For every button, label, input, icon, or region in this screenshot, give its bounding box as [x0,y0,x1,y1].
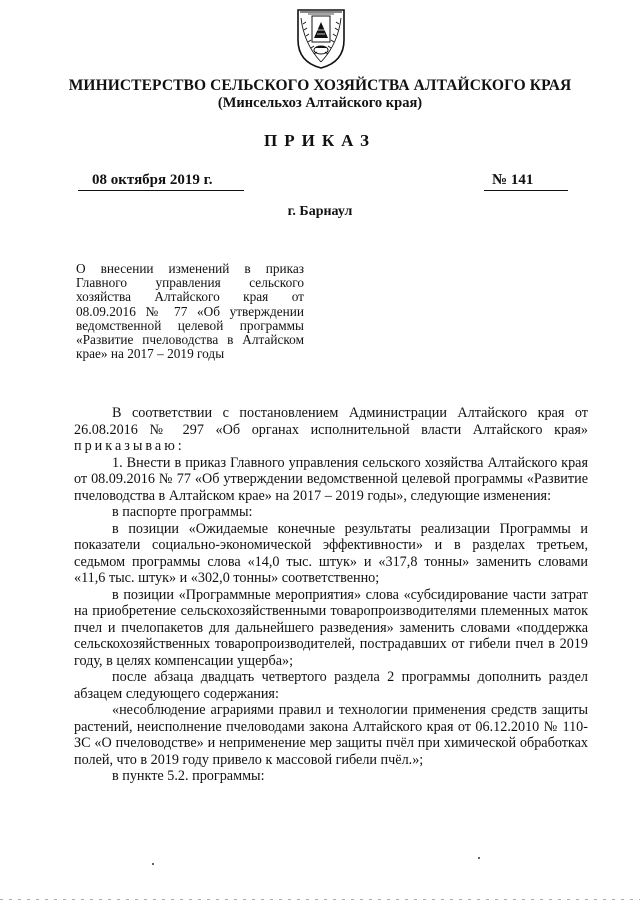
scan-edge-line [0,899,640,900]
paragraph-program-measures: в позиции «Программные мероприятия» слова «субсидирование части затрат на приобретение сельскохозяйственными товаропроизводителями племенных маток пчел и пчелопакетов для дальнейшего разведения» заменить словами «поддержка сельскохозяйственных товаропроизводителей, пострадавших от гибели пчел в 2019 году, в целях компенсации ущерба»; [74,586,588,669]
paragraph-quote: «несоблюдение аграриями правил и технологии применения средств защиты растений, неисполнение пчеловодами закона Алтайского края от 06.12.2010 № 110-ЗС «О пчеловодстве» и неприменение мер защиты пчёл при химической обработках полей, что в 2019 году привело к массовой гибели пчёл.»; [74,702,588,768]
ministry-name: МИНИСТЕРСТВО СЕЛЬСКОГО ХОЗЯЙСТВА АЛТАЙСКОГО КРАЯ [68,77,572,94]
paragraph-expected-results: в позиции «Ожидаемые конечные результаты реализации Программы и показатели социально-экономической эффективности» и в разделах третьем, седьмом программы слова «14,0 тыс. штук» и «317,8 тонны» заменить словами «11,6 тыс. штук» и «302,0 тонны» соответственно; [74,520,588,586]
ministry-short-name: (Минсельхоз Алтайского края) [217,95,423,111]
order-keyword: приказываю: [74,438,185,454]
order-body [74,405,588,785]
coat-of-arms-icon [290,4,352,70]
preamble-text: В соответствии с постановлением Администрации Алтайского края от 26.08.2016 № 297 «Об органах исполнительной власти Алтайского края» [74,405,588,438]
city-name: г. Барнаул [287,204,353,219]
paragraph-item-5-2: в пункте 5.2. программы: [112,768,265,784]
paragraph-passport: в паспорте программы: [112,504,253,520]
paragraph-preamble [74,405,588,455]
order-number: № 141 [484,172,568,191]
document-type-title: ПРИКАЗ [264,131,376,150]
order-date: 08 октября 2019 г. [78,172,244,191]
paragraph-item-1: 1. Внести в приказ Главного управления сельского хозяйства Алтайского края от 08.09.2016 № 77 «Об утверждении ведомственной целевой программы «Развитие пчеловодства в Алтайском крае» на 2017 – 2019 годы», следующие изменения: [74,454,588,504]
order-subject: О внесении изменений в приказ Главного управления сельского хозяйства Алтайского края от 08.09.2016 № 77 «Об утверждении ведомственной целевой программы «Развитие пчеловодства в Алтайском крае» на 2017 – 2019 годы [76,261,304,362]
scan-speck [152,863,154,865]
paragraph-section-2: после абзаца двадцать четвертого раздела 2 программы дополнить раздел абзацем следующего содержания: [74,669,588,702]
scan-speck [478,857,480,859]
